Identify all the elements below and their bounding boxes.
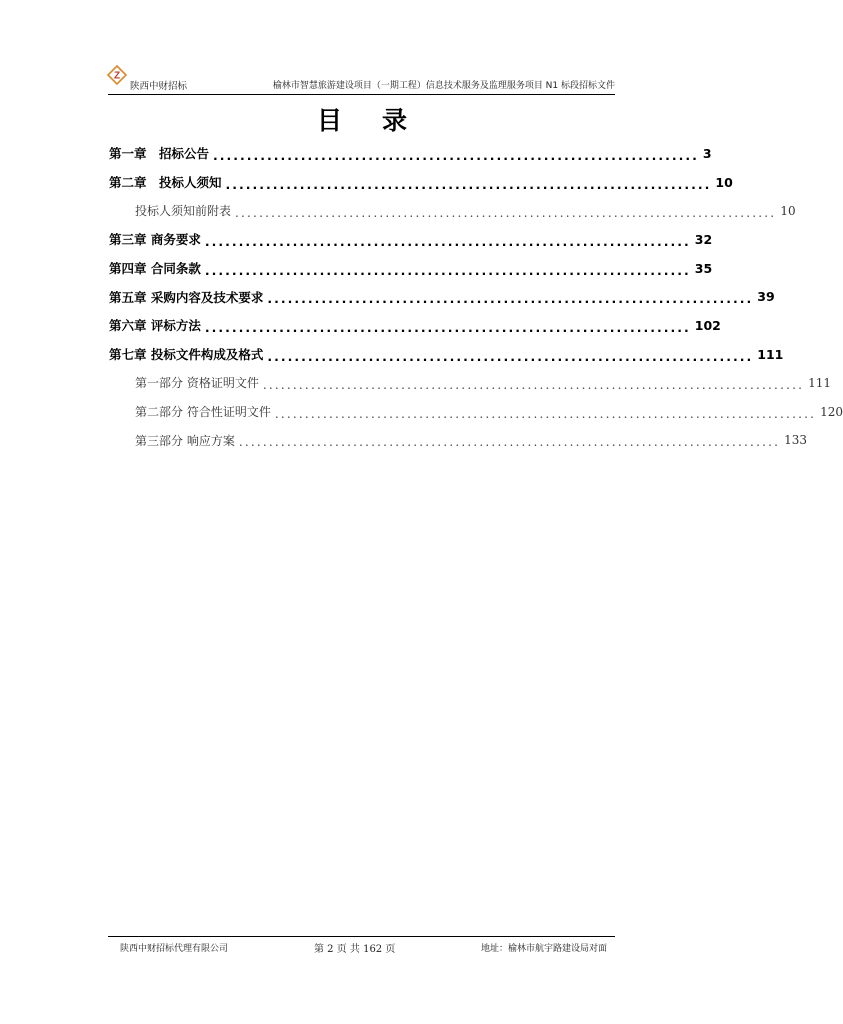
toc-leader-dots: .......................................................................................... xyxy=(262,377,805,392)
toc-entry-label: 第五章 采购内容及技术要求 xyxy=(109,289,264,305)
toc-entry-page: 3 xyxy=(702,145,712,161)
svg-text:Z: Z xyxy=(113,70,121,82)
toc-entry-label: 第三章 商务要求 xyxy=(109,232,201,248)
toc-entry-page: 10 xyxy=(780,203,796,218)
toc-leader-dots: ........................................................................ xyxy=(267,291,754,307)
toc-leader-dots: ........................................................................ xyxy=(225,176,712,192)
toc-entry[interactable] xyxy=(109,397,843,426)
toc-entry-label: 第二章 投标人须知 xyxy=(109,175,222,191)
footer-address: 地址：榆林市航宇路建设局对面 xyxy=(480,944,607,954)
toc-entry[interactable] xyxy=(109,139,712,168)
toc-entry-page: 102 xyxy=(694,317,721,333)
toc-leader-dots: ........................................................................ xyxy=(213,147,699,163)
footer-page-number: 第 2 页 共 162 页 xyxy=(314,944,396,955)
toc-entry-label: 第六章 评标方法 xyxy=(109,318,201,334)
toc-entry-page: 10 xyxy=(715,174,733,190)
toc-leader-dots: .......................................................................................... xyxy=(238,435,781,450)
page-header xyxy=(108,66,615,95)
toc-entry-label: 第三部分 响应方案 xyxy=(135,433,235,448)
footer-company: 陕西中财招标代理有限公司 xyxy=(120,944,229,954)
header-company: 陕西中财招标 xyxy=(130,81,188,92)
toc-entry[interactable] xyxy=(109,254,713,283)
toc-entry[interactable] xyxy=(109,225,713,254)
toc-entry-label: 第七章 投标文件构成及格式 xyxy=(109,347,264,363)
toc-entry[interactable] xyxy=(109,340,784,369)
toc-leader-dots: ........................................................................ xyxy=(204,262,691,278)
toc-entry-label: 第一部分 资格证明文件 xyxy=(135,376,259,391)
toc-leader-dots: ........................................................................ xyxy=(267,348,754,364)
toc-entry-label: 第四章 合同条款 xyxy=(109,261,201,277)
toc-entry-page: 39 xyxy=(757,289,775,305)
toc-entry-page: 120 xyxy=(820,404,843,419)
header-document-title: 榆林市智慧旅游建设项目（一期工程）信息技术服务及监理服务项目 N1 标段招标文件 xyxy=(272,81,615,91)
toc-leader-dots: ........................................................................ xyxy=(204,233,691,249)
table-of-contents xyxy=(109,139,843,455)
toc-entry-label: 投标人须知前附表 xyxy=(135,204,232,219)
toc-entry-label: 第二部分 符合性证明文件 xyxy=(135,405,271,420)
toc-entry-page: 35 xyxy=(694,260,713,276)
company-logo-icon xyxy=(108,66,126,84)
toc-entry[interactable] xyxy=(109,369,832,398)
toc-entry-page: 111 xyxy=(808,375,832,390)
toc-entry[interactable] xyxy=(109,168,733,197)
page-footer xyxy=(108,936,615,957)
toc-entry-page: 133 xyxy=(784,433,808,448)
toc-leader-dots: .......................................................................................... xyxy=(274,406,817,421)
toc-title: 目录 xyxy=(316,106,447,135)
toc-entry-label: 第一章 招标公告 xyxy=(109,146,210,162)
toc-entry-page: 111 xyxy=(757,346,784,362)
toc-leader-dots: .......................................................................................... xyxy=(235,205,777,220)
toc-entry[interactable] xyxy=(109,311,721,340)
toc-entry[interactable] xyxy=(109,196,796,225)
toc-entry[interactable] xyxy=(109,426,808,455)
toc-leader-dots: ........................................................................ xyxy=(204,319,691,335)
toc-entry-page: 32 xyxy=(694,231,713,247)
toc-entry[interactable] xyxy=(109,282,775,311)
